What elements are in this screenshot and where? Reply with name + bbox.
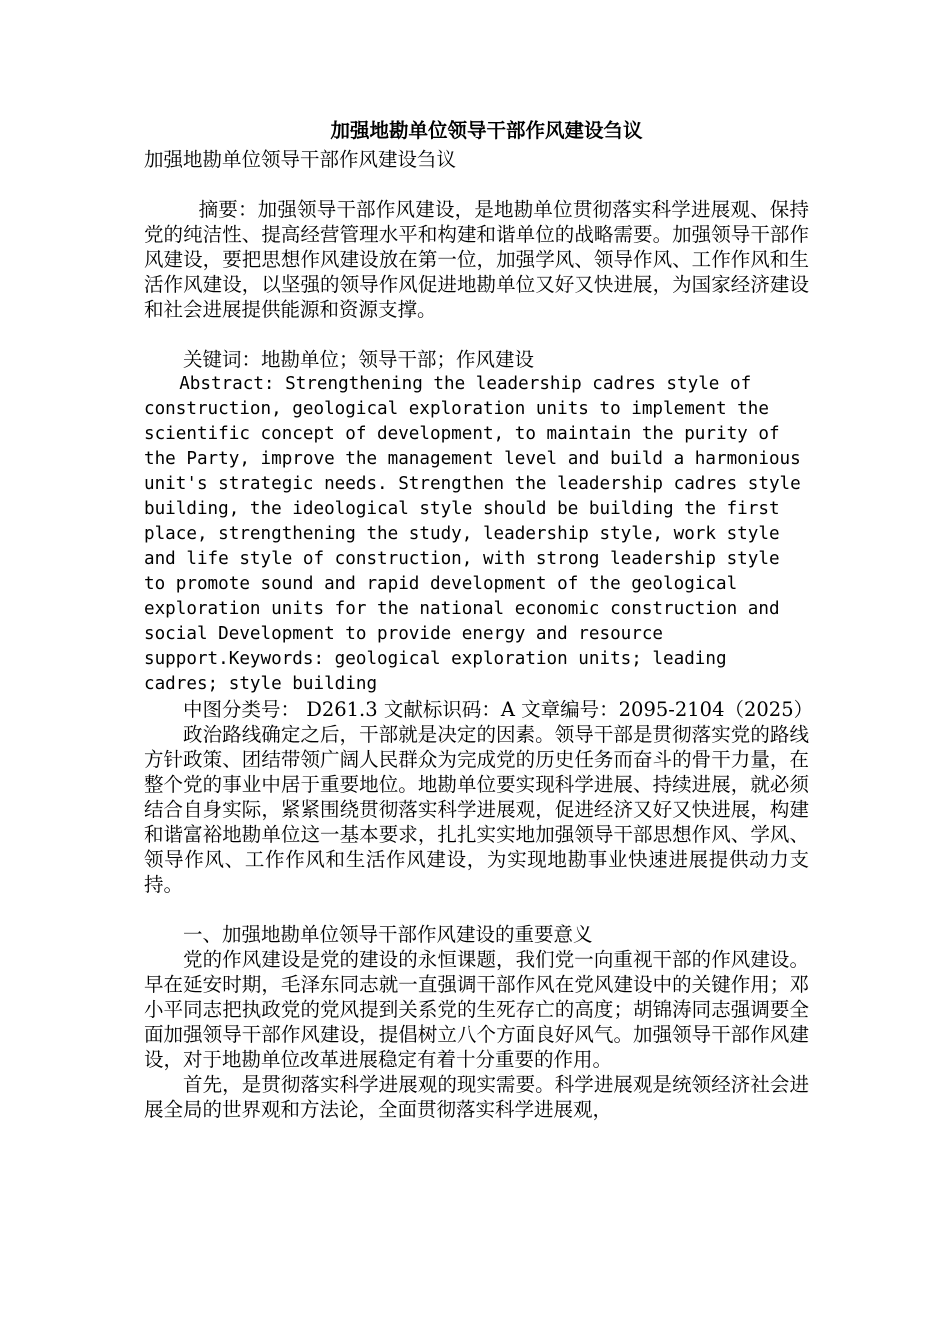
intro-paragraph: 政治路线确定之后，干部就是决定的因素。领导干部是贯彻落实党的路线方针政策、团结带领广阔人民群众为完成党的历史任务而奋斗的骨干力量，在整个党的事业中居于重要地位。地勘单位要实现科学进展、持续进展，就必须结合自身实际，紧紧围绕贯彻落实科学进展观，促进经济又好又快进展，构建和谐富裕地勘单位这一基本要求，扎扎实实地加强领导干部思想作风、学风、领导作风、工作作风和生活作风建设，为实现地勘事业快速进展提供动力支持。 <box>144 723 809 896</box>
paragraph-spacer <box>144 897 809 922</box>
section-paragraph: 党的作风建设是党的建设的永恒课题，我们党一向重视干部的作风建设。早在延安时期，毛泽东同志就一直强调干部作风在党风建设中的关键作用；邓小平同志把执政党的党风提到关系党的生死存亡的高度；胡锦涛同志强调要全面加强领导干部作风建设，提倡树立八个方面良好风气。加强领导干部作风建设，对于地勘单位改革进展稳定有着十分重要的作用。 <box>144 948 809 1071</box>
abstract-english: Abstract: Strengthening the leadership cadres style of construction, geological exploration units to implement the scientific concept of development, to maintain the purity of the Party, improve the management level and build a harmonious unit's strategic needs. Strengthen the leadership cadres style building, the ideological style should be building the first place, strengthening the study, leadership style, work style and life style of construction, with strong leadership style to promote sound and rapid development of the geological exploration units for the national economic construction and social Development to provide energy and resource support.Keywords: geological exploration units; leading cadres; style building <box>144 374 801 694</box>
document-body <box>144 118 814 1122</box>
keywords-chinese: 关键词：地勘单位；领导干部；作风建设 <box>183 348 535 371</box>
section-paragraph: 首先，是贯彻落实科学进展观的现实需要。科学进展观是统领经济社会进展全局的世界观和方法论，全面贯彻落实科学进展观， <box>144 1073 809 1121</box>
classification-line: 中图分类号： D261.3 文献标识码：A 文章编号：2095-2104（2025） <box>183 698 814 721</box>
document-subtitle: 加强地勘单位领导干部作风建设刍议 <box>144 148 457 171</box>
document-title: 加强地勘单位领导干部作风建设刍议 <box>330 119 643 142</box>
paragraph-spacer <box>144 322 809 347</box>
abstract-chinese: 摘要：加强领导干部作风建设，是地勘单位贯彻落实科学进展观、保持党的纯洁性、提高经营管理水平和构建和谐单位的战略需要。加强领导干部作风建设，要把思想作风建设放在第一位，加强学风、领导作风、工作作风和生活作风建设，以坚强的领导作风促进地勘单位又好又快进展，为国家经济建设和社会进展提供能源和资源支撑。 <box>144 198 809 321</box>
section-heading: 一、加强地勘单位领导干部作风建设的重要意义 <box>183 923 593 946</box>
